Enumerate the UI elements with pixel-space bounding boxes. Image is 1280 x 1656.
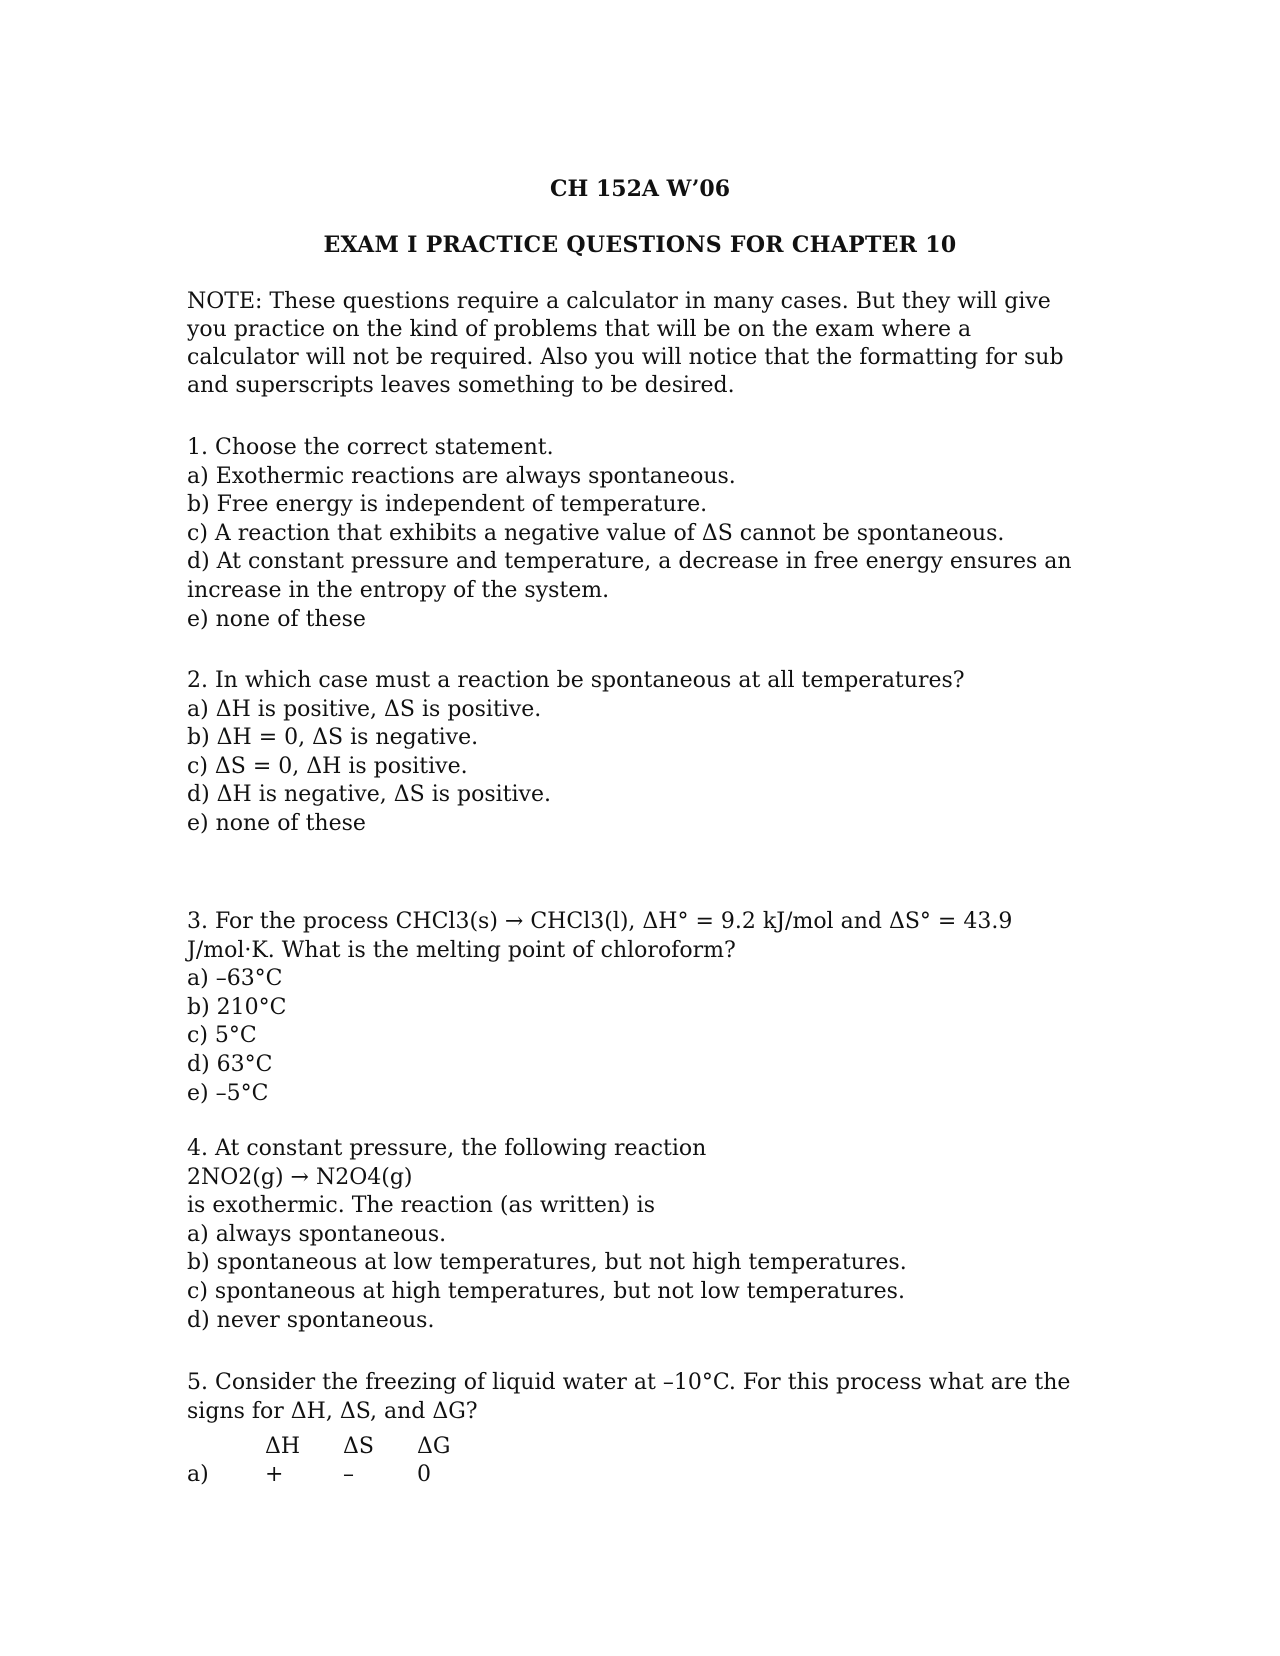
sign-table <box>187 1432 497 1488</box>
answer-option: b) ΔH = 0, ΔS is negative. <box>187 725 479 751</box>
answer-option: d) never spontaneous. <box>187 1307 435 1333</box>
delta-h-sign: + <box>265 1461 284 1487</box>
answer-option: b) 210°C <box>187 994 287 1020</box>
answer-option: a) Exothermic reactions are always spontaneous. <box>187 463 736 489</box>
question-3 <box>187 908 1107 1108</box>
answer-option: d) At constant pressure and temperature, a decrease in free energy ensures an increase in the entropy of the system. <box>187 549 1072 603</box>
answer-option: d) ΔH is negative, ΔS is positive. <box>187 782 551 808</box>
course-heading: CH 152A W’06 <box>550 176 730 202</box>
answer-option: b) Free energy is independent of temperature. <box>187 492 708 518</box>
table-row <box>187 1460 497 1488</box>
row-label: a) <box>187 1461 209 1487</box>
answer-option: d) 63°C <box>187 1051 273 1077</box>
question-5 <box>187 1369 1107 1426</box>
delta-s-sign: – <box>343 1461 354 1487</box>
question-stem: 3. For the process CHCl3(s) → CHCl3(l), ΔH° = 9.2 kJ/mol and ΔS° = 43.9 J/mol·K. What is the melting point of chloroform? <box>187 909 1013 963</box>
question-stem: 5. Consider the freezing of liquid water at –10°C. For this process what are the signs for ΔH, ΔS, and ΔG? <box>187 1370 1071 1424</box>
question-4 <box>187 1135 1107 1335</box>
answer-option: c) 5°C <box>187 1023 257 1049</box>
delta-h-header: ΔH <box>265 1433 301 1459</box>
sign-table-header-row <box>187 1432 497 1460</box>
exam-title: EXAM I PRACTICE QUESTIONS FOR CHAPTER 10 <box>323 232 957 258</box>
answer-option: c) ΔS = 0, ΔH is positive. <box>187 753 468 779</box>
answer-option: e) none of these <box>187 606 366 632</box>
delta-g-sign: 0 <box>417 1461 431 1487</box>
question-1 <box>187 434 1107 634</box>
answer-option: b) spontaneous at low temperatures, but not high temperatures. <box>187 1250 907 1276</box>
note-paragraph: NOTE: These questions require a calculator in many cases. But they will give you practice on the kind of problems that will be on the exam where a calculator will not be required. Also you will notice that the formatting for sub and superscripts leaves something to be desired. <box>187 289 1064 398</box>
answer-option: a) –63°C <box>187 966 283 992</box>
delta-g-header: ΔG <box>417 1433 451 1459</box>
answer-option: a) always spontaneous. <box>187 1221 447 1247</box>
question-stem: 2. In which case must a reaction be spontaneous at all temperatures? <box>187 668 965 693</box>
answer-option: c) spontaneous at high temperatures, but not low temperatures. <box>187 1278 905 1304</box>
question-stem: 4. At constant pressure, the following reaction <box>187 1136 707 1161</box>
answer-option: e) none of these <box>187 810 366 836</box>
answer-option: c) A reaction that exhibits a negative value of ΔS cannot be spontaneous. <box>187 520 1005 546</box>
question-stem: 1. Choose the correct statement. <box>187 435 554 460</box>
delta-s-header: ΔS <box>343 1433 374 1459</box>
question-stem-continued: is exothermic. The reaction (as written) is <box>187 1193 655 1219</box>
reaction-equation: 2NO2(g) → N2O4(g) <box>187 1164 413 1190</box>
row-label-header <box>187 1432 265 1460</box>
answer-option: e) –5°C <box>187 1080 269 1106</box>
question-2 <box>187 667 1107 839</box>
answer-option: a) ΔH is positive, ΔS is positive. <box>187 696 542 722</box>
